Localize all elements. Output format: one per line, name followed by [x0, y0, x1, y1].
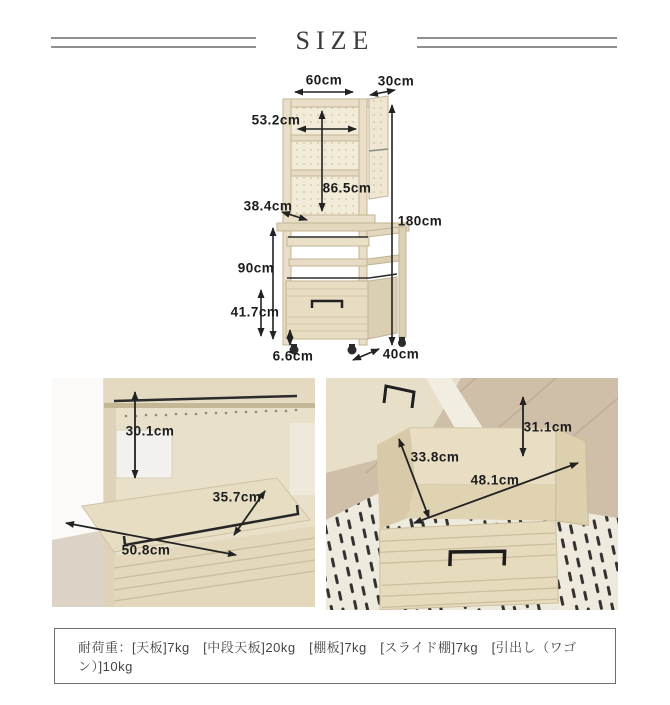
dim-slide-depth-photo: 35.7cm — [212, 489, 262, 505]
photo-wagon-drawer — [326, 378, 618, 610]
wagon-drawer — [286, 274, 397, 339]
load-capacity-box — [54, 628, 616, 684]
lower-cabinet-illustration — [283, 227, 406, 355]
dim-total-height: 180cm — [397, 213, 443, 229]
page-title: SIZE — [295, 26, 375, 55]
dim-base-depth: 40cm — [382, 346, 420, 362]
dim-shelf-inner-width: 53.2cm — [251, 112, 301, 128]
dim-top-width: 60cm — [305, 72, 343, 88]
dim-open-space-height: 30.1cm — [125, 423, 175, 439]
dim-drawer-inner-width: 48.1cm — [470, 472, 520, 488]
dim-slide-width-photo: 50.8cm — [121, 542, 171, 558]
header-rule-right — [417, 37, 617, 48]
dim-drawer-inner-depth: 33.8cm — [410, 449, 460, 465]
dim-lower-height: 90cm — [237, 260, 275, 276]
dim-floor-clearance: 6.6cm — [272, 348, 314, 364]
load-capacity-text: 耐荷重：[天板]7kg [中段天板]20kg [棚板]7kg [スライド棚]7kg [引出し（ワゴン）]10kg — [78, 640, 577, 674]
furniture-dimension-diagram — [0, 60, 670, 378]
header-rule-left — [51, 37, 256, 48]
photo-slide-shelf — [52, 378, 315, 607]
dim-slide-shelf-depth: 38.4cm — [243, 198, 293, 214]
slide-shelf — [287, 237, 369, 246]
open-door-panel — [369, 96, 388, 199]
dim-drawer-inner-height: 31.1cm — [523, 419, 573, 435]
dim-wagon-height: 41.7cm — [230, 304, 280, 320]
dim-top-depth: 30cm — [377, 73, 415, 89]
slide-shelf-photo-furniture — [82, 378, 315, 607]
dim-hutch-inner-height: 86.5cm — [322, 180, 372, 196]
